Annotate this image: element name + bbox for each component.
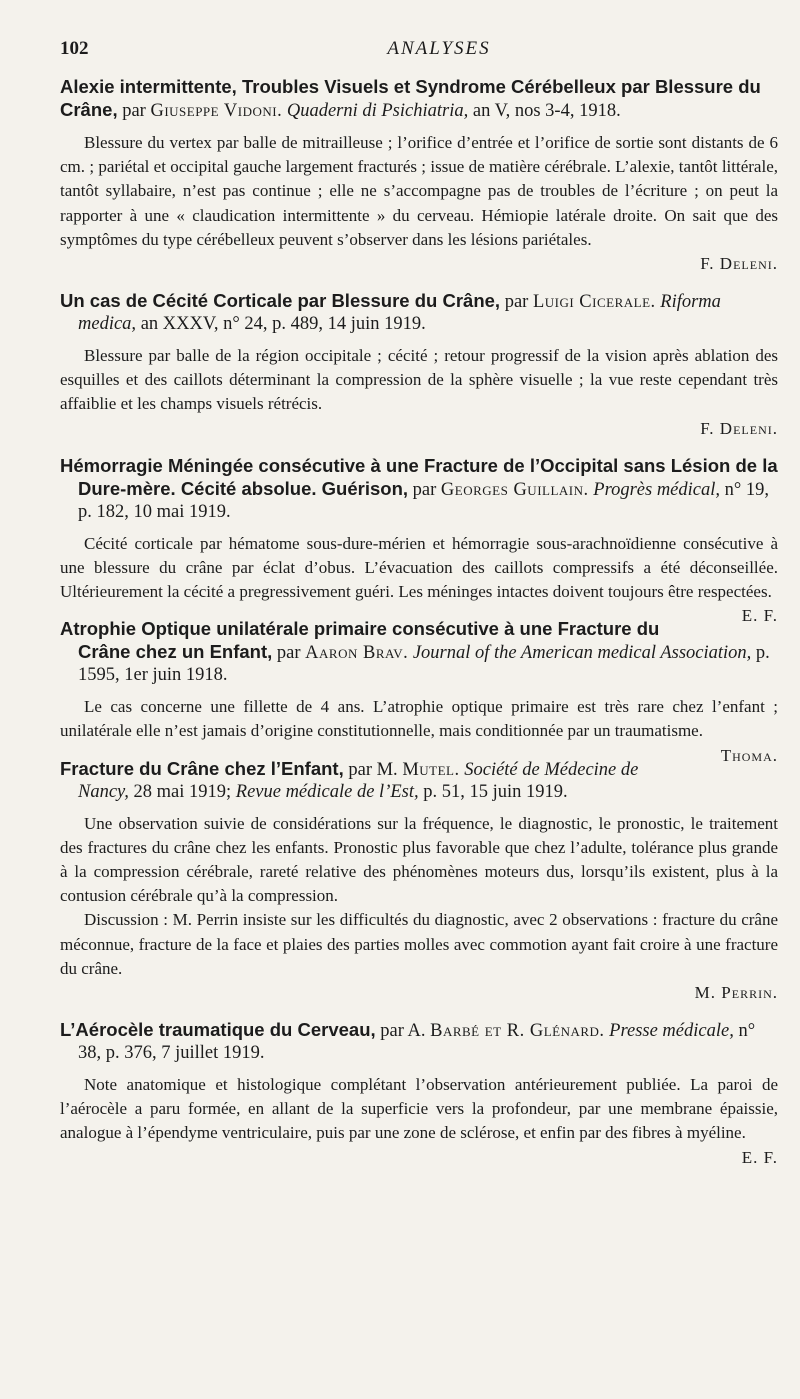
entry-title: L’Aérocèle traumatique du Cerveau, xyxy=(60,1019,376,1041)
entry-paragraph-text: Cécité corticale par hématome sous-dure-mérien et hémorragie sous-arachnoïdienne consécutive à une blessure du crâne par éclat d’obus. L’évacuation des caillots compressifs a été déconseillée. Ultérieurement la cécité a pregressivement guéri. Les méninges intactes doivent toujours être respectées. xyxy=(60,533,778,602)
entry-signature: E. F. xyxy=(741,606,778,626)
entry-source-details-2: p. 51, 15 juin 1919. xyxy=(423,781,568,802)
entry-source-details: an V, nos 3-4, 1918. xyxy=(472,101,621,121)
entry-source: Journal of the American medical Association, xyxy=(412,643,752,664)
running-head xyxy=(60,38,778,62)
entry-paragraph-text: Le cas concerne une fillette de 4 ans. L’atrophie optique primaire est très rare chez l’enfant ; unilatérale elle n’est jamais d’origine constitutionnelle, mais conditionnée par un traumatisme. xyxy=(60,697,778,741)
abstract-entry xyxy=(60,76,778,276)
running-title: ANALYSES xyxy=(387,38,491,59)
entry-author: Aaron Brav. xyxy=(305,643,409,664)
page-number: 102 xyxy=(60,38,89,59)
entry-paragraph xyxy=(60,532,778,626)
entry-source-details: n° 19, p. 182, 10 mai 1919. xyxy=(78,479,770,522)
entry-paragraph: Discussion : M. Perrin insiste sur les difficultés du diagnostic, avec 2 observations : fracture du crâne méconnue, fracture de la face et plaies des parties molles avec commotion ayant fait croire à une fracture du crâne. xyxy=(60,910,778,978)
entry-by: par A. xyxy=(380,1021,426,1042)
entry-by: par xyxy=(504,292,529,313)
entry-signature: M. Perrin. xyxy=(694,983,778,1003)
entry-author: Luigi Cicerale. xyxy=(532,292,656,313)
abstract-entry xyxy=(60,618,778,765)
entry-title: Alexie intermittente, Troubles Visuels et Syndrome Cérébelleux par Blessure du Crâne, xyxy=(60,76,761,120)
entry-signature: E. F. xyxy=(741,1147,778,1167)
entry-source-details: 28 mai 1919; xyxy=(133,781,232,802)
entry-by: par xyxy=(276,643,301,664)
entry-by: par xyxy=(412,479,437,500)
entry-title: Un cas de Cécité Corticale par Blessure du Crâne, xyxy=(60,290,501,312)
entry-title: Fracture du Crâne chez l’Enfant, xyxy=(60,757,344,779)
entry-heading xyxy=(60,455,778,523)
entry-paragraph xyxy=(60,695,778,765)
entry-source-details: n° 38, p. 376, 7 juillet 1919. xyxy=(78,1021,756,1064)
abstract-entry xyxy=(60,454,778,626)
entry-heading xyxy=(60,1019,778,1064)
entry-signature: Thoma. xyxy=(720,745,778,765)
entry-source: Riforma medica, xyxy=(78,292,721,335)
entry-signature: F. Deleni. xyxy=(700,418,778,438)
entry-paragraph: Blessure du vertex par balle de mitrailleuse ; l’orifice d’entrée et l’orifice de sortie sont distants de 6 cm. ; pariétal et occipital gauche largement fracturés ; issue de matière cérébrale. L’alexie, tantôt littérale, tantôt syllabaire, n’est pas continue ; elle ne s’accompagne pas de troubles de l’écriture ; on peut la rapporter à une « claudication intermittente » du cerveau. Hémiopie latérale droite. On sait que des symptômes du type cérébelleux peuvent s’observer dans les lésions pariétales. xyxy=(60,133,778,249)
abstract-entry xyxy=(60,290,778,441)
entry-heading xyxy=(60,618,778,686)
entry-title: Hémorragie Méningée consécutive à une Fracture de l’Occipital sans Lésion de la Dure-mère. Cécité absolue. Guérison, xyxy=(60,454,778,499)
entry-source-details: an XXXV, n° 24, p. 489, 14 juin 1919. xyxy=(140,314,426,335)
entry-source-2: Revue médicale de l’Est, xyxy=(235,781,419,802)
entry-author: Mutel. xyxy=(402,759,460,780)
entry-source: Progrès médical, xyxy=(593,479,721,500)
entry-by: par xyxy=(122,101,146,121)
entry-source: Quaderni di Psichiatria, xyxy=(286,101,469,121)
abstract-entry xyxy=(60,758,778,1005)
entry-source: Presse médicale, xyxy=(609,1021,734,1042)
entry-heading xyxy=(60,758,778,803)
entry-source: Société de Médecine de Nancy, xyxy=(78,759,639,802)
entry-author: Barbé et R. Glénard. xyxy=(430,1021,605,1042)
entry-title: Atrophie Optique unilatérale primaire consécutive à une Fracture du Crâne chez un Enfant, xyxy=(60,618,660,663)
entry-paragraph-text: Note anatomique et histologique complétant l’observation antérieurement publiée. La paroi de l’aérocèle a paru formée, en allant de la superficie vers la profondeur, par une membrane épaissie, analogue à l’épendyme ventriculaire, puis par une zone de sclérose, et enfin par des fibres à myéline. xyxy=(60,1075,778,1143)
entry-source-details: p. 1595, 1er juin 1918. xyxy=(78,643,770,686)
entry-paragraph: Une observation suivie de considérations sur la fréquence, le diagnostic, le pronostic, le traitement des fractures du crâne chez les enfants. Pronostic plus favorable que chez l’adulte, tolérance plus grande à la compression cérébrale, rareté relative des phénomènes moteurs dus, lorsqu’ils existent, plus à la contusion cérébrale qu’à la compression. xyxy=(60,813,778,906)
abstract-entry xyxy=(60,1019,778,1167)
entry-paragraph: Blessure par balle de la région occipitale ; cécité ; retour progressif de la vision après ablation des esquilles et des caillots déterminant la compression de la sphère visuelle ; la vue reste cependant très affaiblie et les champs visuels rétrécis. xyxy=(60,346,778,414)
entry-paragraph xyxy=(60,1073,778,1167)
entry-author: Georges Guillain. xyxy=(440,479,589,500)
entry-heading xyxy=(60,76,778,122)
entry-heading xyxy=(60,290,778,335)
entry-author: Giuseppe Vidoni. xyxy=(150,101,283,121)
entry-by: par M. xyxy=(348,759,398,780)
entry-signature: F. Deleni. xyxy=(700,254,778,274)
